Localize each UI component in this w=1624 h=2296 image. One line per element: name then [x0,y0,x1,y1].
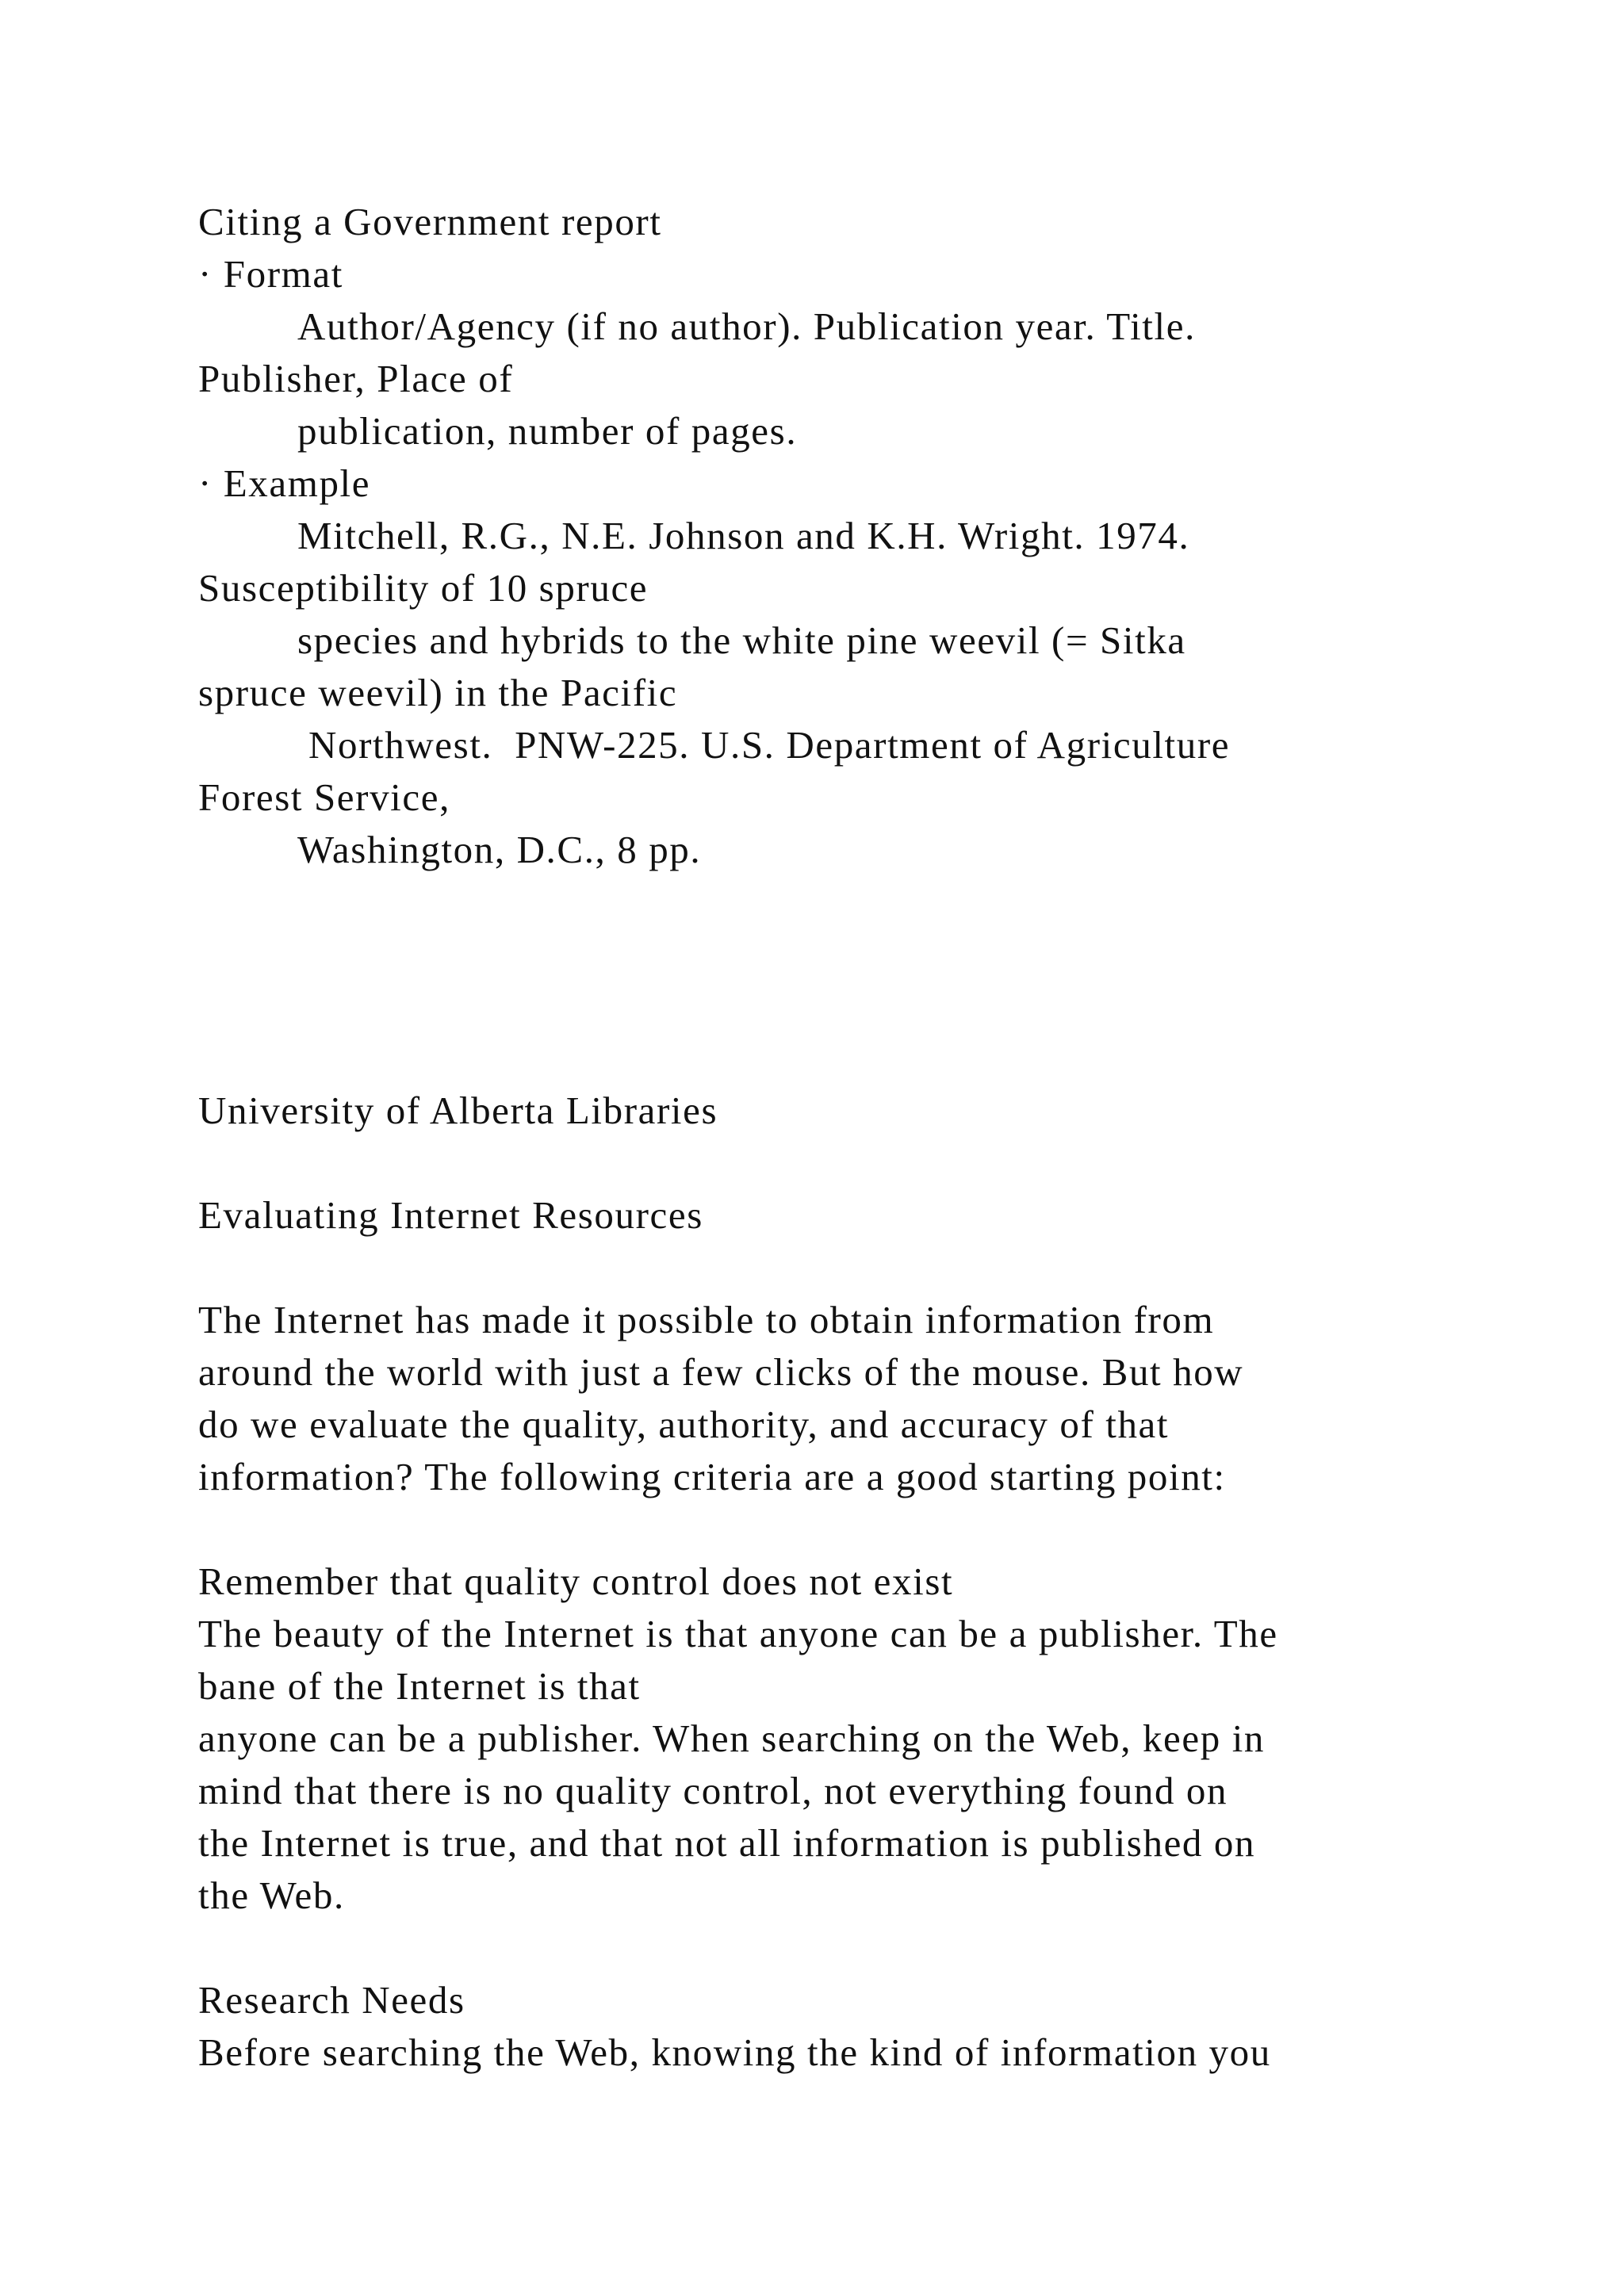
quality-control-line: mind that there is no quality control, not everything found on [198,1769,1228,1812]
research-needs-line: Before searching the Web, knowing the kind of information you [198,2030,1271,2074]
quality-control-heading: Remember that quality control does not exist [198,1559,954,1603]
quality-control-line: The beauty of the Internet is that anyone can be a publisher. The [198,1612,1278,1655]
example-line: species and hybrids to the white pine weevil (= Sitka [297,618,1186,662]
example-line: Northwest. PNW-225. U.S. Department of Agriculture [308,723,1231,767]
intro-line: do we evaluate the quality, authority, and accuracy of that [198,1402,1170,1446]
example-line: Forest Service, [198,775,450,819]
quality-control-line: bane of the Internet is that [198,1664,641,1708]
intro-line: The Internet has made it possible to obtain information from [198,1298,1215,1341]
section-heading-government-report: Citing a Government report [198,200,662,243]
intro-line: information? The following criteria are a good starting point: [198,1455,1226,1498]
example-label: · Example [198,461,371,505]
library-name: University of Alberta Libraries [198,1089,718,1132]
format-line: Publisher, Place of [198,357,514,400]
page-title: Evaluating Internet Resources [198,1193,703,1237]
quality-control-line: anyone can be a publisher. When searching on the Web, keep in [198,1716,1266,1760]
quality-control-line: the Internet is true, and that not all information is published on [198,1821,1256,1865]
example-line: Washington, D.C., 8 pp. [297,828,702,871]
example-line: Susceptibility of 10 spruce [198,566,649,610]
example-line: spruce weevil) in the Pacific [198,671,678,714]
intro-line: around the world with just a few clicks of the mouse. But how [198,1350,1244,1394]
research-needs-heading: Research Needs [198,1978,465,2022]
format-line: publication, number of pages. [297,409,798,453]
quality-control-line: the Web. [198,1873,345,1917]
format-label: · Format [198,252,343,296]
example-line: Mitchell, R.G., N.E. Johnson and K.H. Wright. 1974. [297,514,1190,557]
format-line: Author/Agency (if no author). Publication year. Title. [297,304,1196,348]
